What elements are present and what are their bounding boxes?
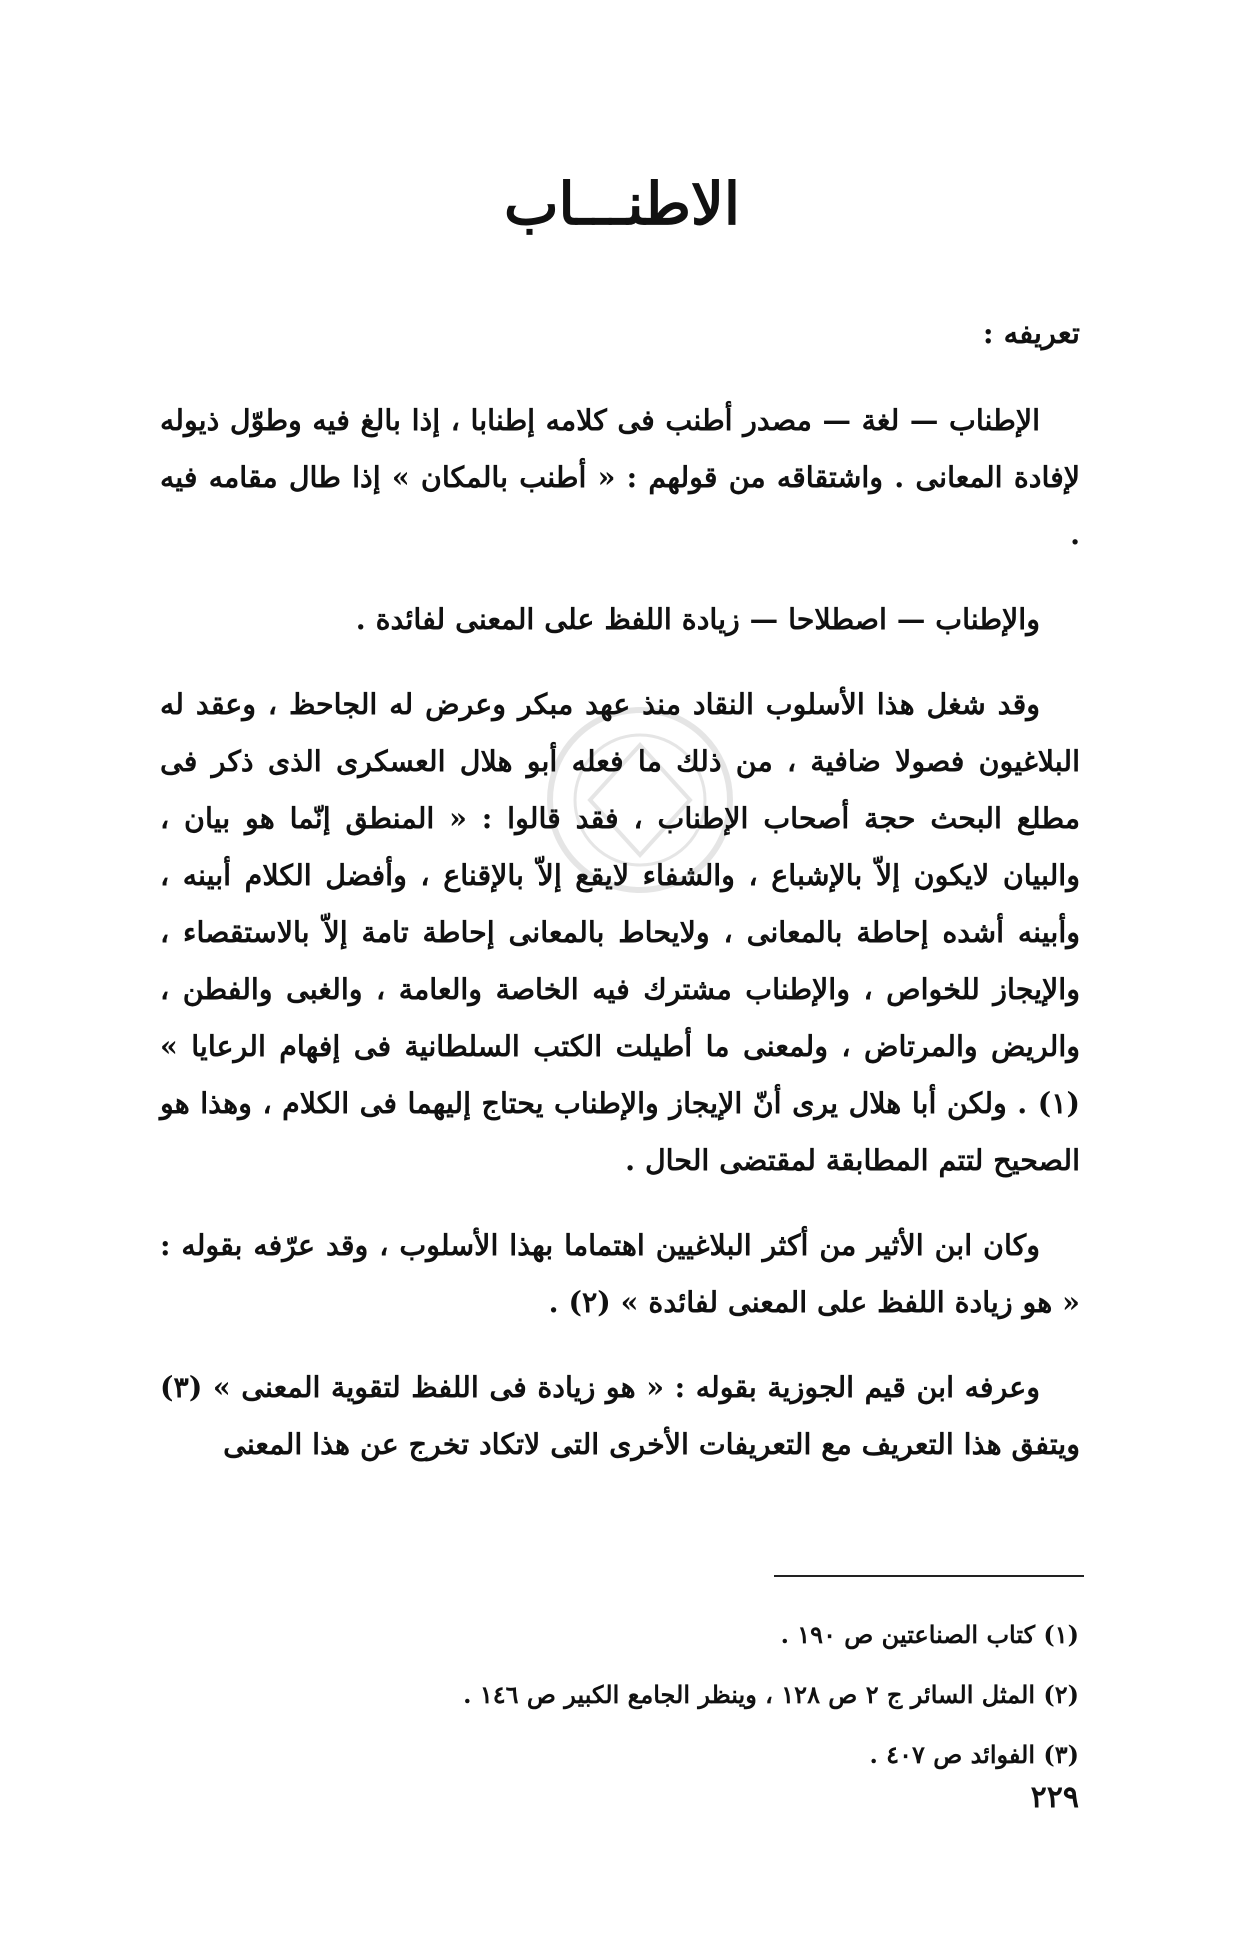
page-number: ٢٢٩ bbox=[1030, 1780, 1079, 1815]
page-title: الاطنـــاب bbox=[503, 170, 741, 238]
paragraph-ibn-qayyim: وعرفه ابن قيم الجوزية بقوله : « هو زيادة فى اللفظ لتقوية المعنى » (٣) ويتفق هذا التعريف مع التعريفات الأخرى التى لاتكاد تخرج عن هذا المعنى bbox=[160, 1370, 1080, 1461]
paragraph-ibn-al-athir: وكان ابن الأثير من أكثر البلاغيين اهتماما بهذا الأسلوب ، وقد عرّفه بقوله : « هو زيادة اللفظ على المعنى لفائدة » (٢) . bbox=[160, 1228, 1080, 1319]
paragraph-critics-history: وقد شغل هذا الأسلوب النقاد منذ عهد مبكر وعرض له الجاحظ ، وعقد له البلاغيون فصولا ضافية ، من ذلك ما فعله أبو هلال العسكرى الذى ذكر فى مطلع البحث حجة أصحاب الإطناب ، فقد قالوا : « المنطق إنّما هو بيان ، والبيان لايكون إلاّ بالإشباع ، والشفاء لايقع إلاّ بالإقناع ، وأفضل الكلام أبينه ، وأبينه أشده إحاطة بالمعانى ، ولايحاط بالمعانى إحاطة تامة إلاّ بالاستقصاء ، والإيجاز للخواص ، والإطناب مشترك فيه الخاصة والعامة ، والغبى والفطن ، والريض والمرتاض ، ولمعنى ما أطيلت الكتب السلطانية فى إفهام الرعايا » (١) . ولكن أبا هلال يرى أنّ الإيجاز والإطناب يحتاج إليهما فى الكلام ، وهذا هو الصحيح لتتم المطابقة لمقتضى الحال . bbox=[160, 687, 1080, 1177]
section-heading: تعريفه : bbox=[982, 316, 1080, 350]
footnote-2: (٢) المثل السائر ج ٢ ص ١٢٨ ، وينظر الجامع الكبير ص ١٤٦ . bbox=[463, 1680, 1079, 1709]
footnote-divider bbox=[774, 1575, 1084, 1577]
paragraph-technical-definition: والإطناب — اصطلاحا — زيادة اللفظ على المعنى لفائدة . bbox=[355, 602, 1040, 636]
footnote-3: (٣) الفوائد ص ٤٠٧ . bbox=[869, 1740, 1079, 1769]
paragraph-lexical-definition: الإطناب — لغة — مصدر أطنب فى كلامه إطنابا ، إذا بالغ فيه وطوّل ذيوله لإفادة المعانى . واشتقاقه من قولهم : « أطنب بالمكان » إذا طال مقامه فيه . bbox=[160, 403, 1080, 551]
footnote-1: (١) كتاب الصناعتين ص ١٩٠ . bbox=[780, 1620, 1079, 1649]
footnotes bbox=[199, 1605, 1079, 1785]
body-text bbox=[160, 305, 1080, 1501]
